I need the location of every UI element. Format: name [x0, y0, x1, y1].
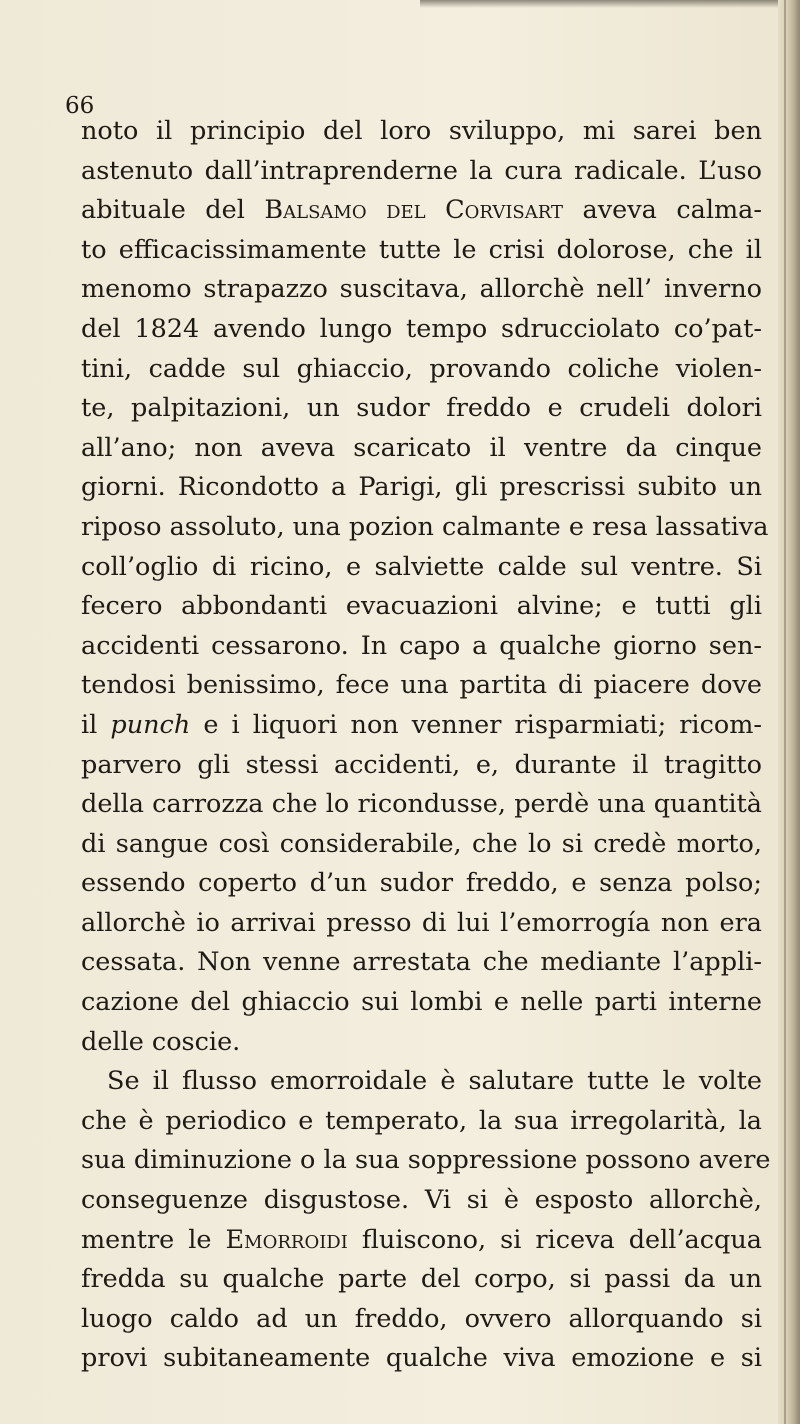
- text-line: [81, 746, 762, 786]
- text-segment: all’ano; non aveva scaricato il ventre da cinque: [81, 432, 762, 463]
- text-line: [81, 825, 762, 865]
- text-segment: cazione del ghiaccio sui lombi e nelle parti interne: [81, 987, 762, 1018]
- text-segment: tini, cadde sul ghiaccio, provando coliche violen-: [81, 353, 762, 384]
- text-segment: abituale del: [81, 195, 265, 226]
- text-line: [81, 548, 762, 588]
- text-line: [81, 389, 762, 429]
- text-line: [81, 112, 762, 152]
- text-segment: fredda su qualche parte del corpo, si passi da un: [81, 1264, 762, 1295]
- text-segment: to efficacissimamente tutte le crisi dolorose, che il: [81, 234, 762, 265]
- text-line: [81, 904, 762, 944]
- text-segment: delle coscie.: [81, 1026, 241, 1057]
- text-line: [81, 350, 762, 390]
- text-segment: astenuto dall’intraprenderne la cura radicale. L’uso: [81, 155, 762, 186]
- text-segment: sua diminuzione o la sua soppressione possono avere: [81, 1145, 771, 1176]
- text-line: [81, 191, 762, 231]
- text-line: [81, 1339, 762, 1379]
- text-line: [81, 864, 762, 904]
- text-segment: provi subitaneamente qualche viva emozione e si: [81, 1343, 762, 1374]
- top-edge-shadow: [420, 0, 800, 8]
- text-line: [81, 1221, 762, 1261]
- text-segment: della carrozza che lo ricondusse, perdè una quantità: [81, 789, 762, 820]
- text-segment: fecero abbondanti evacuazioni alvine; e tutti gli: [81, 591, 762, 622]
- text-segment: Se il flusso emorroidale è salutare tutte le volte: [107, 1066, 762, 1097]
- text-line: [81, 231, 762, 271]
- text-line: [81, 943, 762, 983]
- page-edge: [778, 0, 800, 1424]
- text-segment: giorni. Ricondotto a Parigi, gli prescrissi subito un: [81, 472, 762, 503]
- text-segment: tendosi benissimo, fece una partita di piacere dove: [81, 670, 762, 701]
- text-segment: essendo coperto d’un sudor freddo, e senza polso;: [81, 868, 762, 899]
- text-line: [81, 310, 762, 350]
- text-line: [81, 1300, 762, 1340]
- text-line: [81, 1141, 771, 1181]
- text-segment: del 1824 avendo lungo tempo sdrucciolato co’pat-: [81, 313, 762, 344]
- body-text: [81, 112, 771, 1379]
- text-segment: luogo caldo ad un freddo, ovvero allorquando si: [81, 1303, 762, 1334]
- text-segment: aveva calma-: [563, 195, 762, 226]
- text-line: [81, 1181, 762, 1221]
- text-line: [81, 1062, 762, 1102]
- text-segment: e i liquori non venner risparmiati; ricom-: [190, 709, 762, 740]
- text-line: [81, 706, 762, 746]
- text-line: [81, 587, 762, 627]
- text-line: [81, 666, 762, 706]
- text-line: [81, 429, 762, 469]
- text-line: [81, 1023, 762, 1063]
- italic-term: punch: [110, 709, 191, 740]
- text-line: [81, 1260, 762, 1300]
- text-segment: che è periodico e temperato, la sua irregolarità, la: [81, 1105, 762, 1136]
- text-segment: parvero gli stessi accidenti, e, durante il tragitto: [81, 749, 762, 780]
- text-segment: cessata. Non venne arrestata che mediante l’appli-: [81, 947, 762, 978]
- text-segment: menomo strapazzo suscitava, allorchè nell’ inverno: [81, 274, 762, 305]
- text-line: [81, 508, 769, 548]
- text-segment: noto il principio del loro sviluppo, mi sarei ben: [81, 116, 762, 146]
- text-line: [81, 152, 762, 192]
- small-caps-term: Balsamo del Corvisart: [264, 195, 564, 226]
- text-segment: accidenti cessarono. In capo a qualche giorno sen-: [81, 630, 762, 661]
- text-segment: mentre le: [81, 1224, 226, 1255]
- text-segment: conseguenze disgustose. Vi si è esposto allorchè,: [81, 1185, 762, 1216]
- text-segment: di sangue così considerabile, che lo si credè morto,: [81, 828, 762, 859]
- text-segment: allorchè io arrivai presso di lui l’emorrogía non era: [81, 907, 762, 938]
- text-segment: coll’oglio di ricino, e salviette calde sul ventre. Si: [81, 551, 762, 582]
- small-caps-term: Emorroidi: [225, 1224, 348, 1255]
- text-line: [81, 785, 762, 825]
- text-segment: fluiscono, si riceva dell’acqua: [347, 1224, 762, 1255]
- page-number: 66: [65, 93, 95, 119]
- text-line: [81, 627, 762, 667]
- text-line: [81, 270, 762, 310]
- text-segment: te, palpitazioni, un sudor freddo e crudeli dolori: [81, 393, 762, 424]
- text-segment: riposo assoluto, una pozion calmante e resa lassativa: [81, 511, 769, 542]
- text-segment: il: [81, 709, 111, 740]
- text-line: [81, 983, 762, 1023]
- text-line: [81, 1102, 762, 1142]
- text-line: [81, 468, 762, 508]
